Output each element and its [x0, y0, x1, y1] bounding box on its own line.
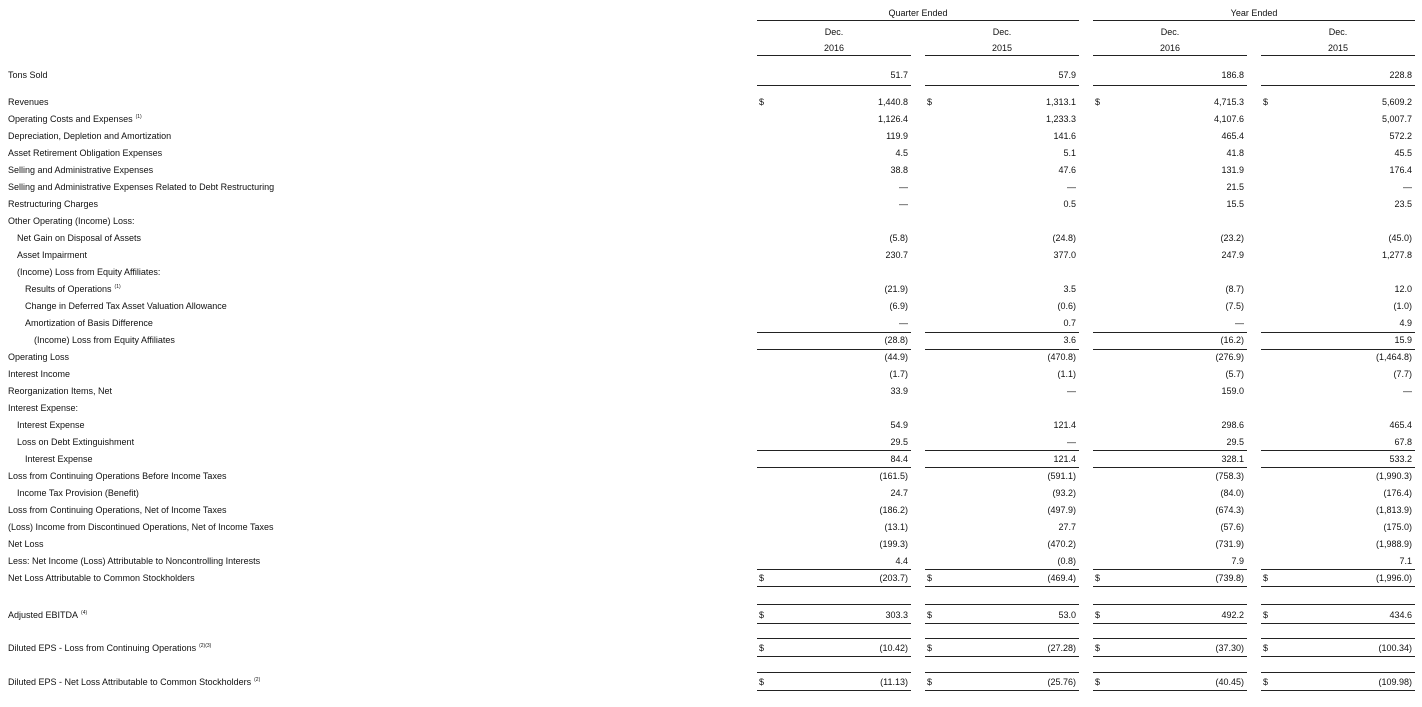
rule-line: [757, 467, 911, 468]
table-cell: (28.8): [884, 335, 908, 345]
currency-symbol: $: [1095, 573, 1101, 583]
table-cell: 121.4: [1053, 420, 1076, 430]
table-cell: (109.98): [1378, 677, 1412, 687]
rule-line: [1093, 569, 1247, 570]
rule-line: [925, 656, 1079, 657]
rule-line: [757, 604, 911, 605]
group-header-quarter-ended: Quarter Ended: [888, 8, 948, 18]
table-cell: (0.8): [1057, 556, 1076, 566]
table-cell: —: [899, 182, 908, 192]
row-label-text: Loss on Debt Extinguishment: [17, 437, 135, 447]
rule-line: [1093, 623, 1247, 624]
rule-line: [1093, 638, 1247, 639]
table-cell: 465.4: [1221, 131, 1244, 141]
table-cell: 1,233.3: [1045, 114, 1076, 124]
rule-line: [757, 85, 911, 86]
footnote-marker: (1): [114, 284, 121, 290]
table-cell: 21.5: [1226, 182, 1244, 192]
table-cell: (674.3): [1215, 505, 1244, 515]
rule-line: [1261, 332, 1415, 333]
table-cell: 186.8: [1221, 70, 1244, 80]
table-cell: 47.6: [1058, 165, 1076, 175]
table-cell: 15.5: [1226, 199, 1244, 209]
group-header-year-ended: Year Ended: [1230, 8, 1278, 18]
row-label: [25, 318, 153, 328]
currency-symbol: $: [1263, 97, 1269, 107]
table-cell: (161.5): [879, 471, 908, 481]
row-label: [8, 471, 226, 481]
table-cell: 1,440.8: [877, 97, 908, 107]
table-cell: (8.7): [1225, 284, 1244, 294]
rule-line: [757, 55, 911, 56]
row-label: [8, 131, 171, 141]
table-cell: 230.7: [885, 250, 908, 260]
table-cell: 121.4: [1053, 454, 1076, 464]
rule-line: [1261, 349, 1415, 350]
table-cell: 27.7: [1058, 522, 1076, 532]
row-label-text: Interest Expense: [25, 454, 93, 464]
table-cell: —: [1403, 182, 1412, 192]
group-underline: [1093, 20, 1415, 21]
table-cell: 41.8: [1226, 148, 1244, 158]
rule-line: [1093, 586, 1247, 587]
table-cell: 51.7: [890, 70, 908, 80]
table-cell: (739.8): [1215, 573, 1244, 583]
table-cell: 434.6: [1389, 610, 1412, 620]
table-cell: 1,277.8: [1381, 250, 1412, 260]
table-cell: 131.9: [1221, 165, 1244, 175]
currency-symbol: $: [1095, 677, 1101, 687]
table-cell: (1,813.9): [1375, 505, 1412, 515]
table-cell: (100.34): [1378, 643, 1412, 653]
table-cell: 0.5: [1063, 199, 1076, 209]
row-label-text: Change in Deferred Tax Asset Valuation Allowance: [25, 301, 227, 311]
table-cell: 377.0: [1053, 250, 1076, 260]
table-cell: (16.2): [1220, 335, 1244, 345]
currency-symbol: $: [759, 573, 765, 583]
table-cell: (176.4): [1383, 488, 1412, 498]
row-label: [17, 420, 85, 430]
rule-line: [1261, 569, 1415, 570]
table-cell: 572.2: [1389, 131, 1412, 141]
currency-symbol: $: [1263, 573, 1269, 583]
row-label: [8, 610, 87, 620]
table-cell: (1.0): [1393, 301, 1412, 311]
footnote-marker: (4): [81, 610, 88, 616]
table-cell: (45.0): [1388, 233, 1412, 243]
table-cell: 7.9: [1231, 556, 1244, 566]
table-cell: —: [899, 318, 908, 328]
table-cell: (1,990.3): [1375, 471, 1412, 481]
column-header-year: 2016: [823, 43, 845, 53]
table-cell: (37.30): [1215, 643, 1244, 653]
row-label-text: Interest Income: [8, 369, 71, 379]
row-label-text: Diluted EPS - Net Loss Attributable to Common Stockholders: [8, 677, 252, 687]
table-cell: (203.7): [879, 573, 908, 583]
row-label-text: (Loss) Income from Discontinued Operations, Net of Income Taxes: [8, 522, 274, 532]
table-cell: 159.0: [1221, 386, 1244, 396]
row-label-text: Reorganization Items, Net: [8, 386, 113, 396]
row-label: [8, 97, 49, 107]
row-label: [17, 233, 141, 243]
table-cell: 45.5: [1394, 148, 1412, 158]
currency-symbol: $: [927, 573, 933, 583]
footnote-marker: (2): [254, 677, 261, 683]
row-label: [25, 454, 93, 464]
column-header-month: Dec.: [1328, 27, 1348, 37]
rule-line: [1093, 656, 1247, 657]
table-cell: 24.7: [890, 488, 908, 498]
rule-line: [925, 332, 1079, 333]
row-label: [17, 437, 134, 447]
table-cell: (470.2): [1047, 539, 1076, 549]
rule-line: [1093, 672, 1247, 673]
row-label: [17, 267, 160, 277]
row-label-text: Net Loss: [8, 539, 44, 549]
rule-line: [925, 467, 1079, 468]
table-cell: (6.9): [889, 301, 908, 311]
rule-line: [757, 586, 911, 587]
table-cell: 29.5: [890, 437, 908, 447]
table-cell: (591.1): [1047, 471, 1076, 481]
table-cell: 533.2: [1389, 454, 1412, 464]
table-cell: (186.2): [879, 505, 908, 515]
rule-line: [1093, 55, 1247, 56]
table-cell: (1,988.9): [1375, 539, 1412, 549]
table-cell: —: [1067, 182, 1076, 192]
rule-line: [925, 55, 1079, 56]
row-label: [8, 677, 260, 687]
rule-line: [1261, 586, 1415, 587]
currency-symbol: $: [927, 97, 933, 107]
row-label: [8, 148, 162, 158]
table-cell: 54.9: [890, 420, 908, 430]
currency-symbol: $: [759, 610, 765, 620]
table-cell: (93.2): [1052, 488, 1076, 498]
table-cell: (40.45): [1215, 677, 1244, 687]
table-cell: 5,609.2: [1381, 97, 1412, 107]
rule-line: [757, 638, 911, 639]
rule-line: [757, 672, 911, 673]
table-cell: 4.5: [895, 148, 908, 158]
currency-symbol: $: [1263, 610, 1269, 620]
table-cell: (470.8): [1047, 352, 1076, 362]
rule-line: [925, 569, 1079, 570]
table-cell: (24.8): [1052, 233, 1076, 243]
row-label-text: Selling and Administrative Expenses: [8, 165, 154, 175]
rule-line: [1261, 55, 1415, 56]
row-label: [8, 352, 69, 362]
table-cell: (0.6): [1057, 301, 1076, 311]
row-label: [17, 250, 87, 260]
rule-line: [1261, 690, 1415, 691]
rule-line: [1261, 85, 1415, 86]
row-label-text: Tons Sold: [8, 70, 48, 80]
table-cell: 1,313.1: [1045, 97, 1076, 107]
rule-line: [1093, 332, 1247, 333]
table-cell: 303.3: [885, 610, 908, 620]
table-cell: (5.7): [1225, 369, 1244, 379]
column-header-year: 2015: [991, 43, 1013, 53]
rule-line: [1093, 85, 1247, 86]
table-cell: (27.28): [1047, 643, 1076, 653]
row-label: [8, 114, 142, 124]
table-cell: 141.6: [1053, 131, 1076, 141]
table-cell: (7.5): [1225, 301, 1244, 311]
row-label-text: Interest Expense:: [8, 403, 79, 413]
table-cell: 4,715.3: [1213, 97, 1244, 107]
column-header-year: 2015: [1327, 43, 1349, 53]
row-label-text: (Income) Loss from Equity Affiliates:: [17, 267, 161, 277]
table-cell: 29.5: [1226, 437, 1244, 447]
table-cell: (44.9): [884, 352, 908, 362]
table-cell: (1,464.8): [1375, 352, 1412, 362]
table-cell: —: [1235, 318, 1244, 328]
table-cell: 247.9: [1221, 250, 1244, 260]
table-cell: 176.4: [1389, 165, 1412, 175]
table-cell: (497.9): [1047, 505, 1076, 515]
row-label-text: Results of Operations: [25, 284, 112, 294]
currency-symbol: $: [759, 677, 765, 687]
currency-symbol: $: [1095, 97, 1101, 107]
row-label-text: Selling and Administrative Expenses Related to Debt Restructuring: [8, 182, 275, 192]
rule-line: [1261, 672, 1415, 673]
rule-line: [757, 569, 911, 570]
table-cell: 23.5: [1394, 199, 1412, 209]
table-cell: 15.9: [1394, 335, 1412, 345]
row-label: [8, 539, 44, 549]
table-cell: (7.7): [1393, 369, 1412, 379]
currency-symbol: $: [1095, 610, 1101, 620]
currency-symbol: $: [927, 643, 933, 653]
row-label: [8, 556, 260, 566]
table-cell: 4.4: [895, 556, 908, 566]
row-label: [8, 70, 48, 80]
row-label-text: Adjusted EBITDA: [8, 610, 79, 620]
table-cell: 4,107.6: [1213, 114, 1244, 124]
rule-line: [1093, 604, 1247, 605]
row-label: [34, 335, 175, 345]
row-label: [25, 284, 121, 294]
rule-line: [757, 656, 911, 657]
table-cell: —: [1067, 437, 1076, 447]
currency-symbol: $: [1095, 643, 1101, 653]
row-label-text: Depreciation, Depletion and Amortization: [8, 131, 172, 141]
column-header-month: Dec.: [1160, 27, 1180, 37]
row-label: [8, 182, 274, 192]
table-cell: 5.1: [1063, 148, 1076, 158]
table-cell: 67.8: [1394, 437, 1412, 447]
row-label-text: Net Loss Attributable to Common Stockholders: [8, 573, 195, 583]
table-cell: 0.7: [1063, 318, 1076, 328]
rule-line: [1261, 656, 1415, 657]
table-cell: (21.9): [884, 284, 908, 294]
row-label: [8, 216, 135, 226]
rule-line: [925, 349, 1079, 350]
row-label: [8, 165, 153, 175]
table-cell: (731.9): [1215, 539, 1244, 549]
footnote-marker: (2)(3): [199, 643, 212, 649]
column-header-month: Dec.: [824, 27, 844, 37]
row-label-text: Loss from Continuing Operations Before Income Taxes: [8, 471, 227, 481]
row-label-text: Loss from Continuing Operations, Net of Income Taxes: [8, 505, 227, 515]
rule-line: [1093, 450, 1247, 451]
rule-line: [1261, 638, 1415, 639]
table-cell: 57.9: [1058, 70, 1076, 80]
rule-line: [757, 332, 911, 333]
table-cell: 53.0: [1058, 610, 1076, 620]
row-label-text: Operating Costs and Expenses: [8, 114, 133, 124]
table-cell: (25.76): [1047, 677, 1076, 687]
rule-line: [925, 604, 1079, 605]
row-label-text: (Income) Loss from Equity Affiliates: [34, 335, 175, 345]
currency-symbol: $: [927, 610, 933, 620]
table-cell: 33.9: [890, 386, 908, 396]
table-cell: 84.4: [890, 454, 908, 464]
table-cell: (1.7): [889, 369, 908, 379]
table-cell: (10.42): [879, 643, 908, 653]
row-label-text: Operating Loss: [8, 352, 70, 362]
currency-symbol: $: [759, 97, 765, 107]
currency-symbol: $: [759, 643, 765, 653]
currency-symbol: $: [1263, 677, 1269, 687]
table-cell: 465.4: [1389, 420, 1412, 430]
table-cell: 38.8: [890, 165, 908, 175]
group-underline: [757, 20, 1079, 21]
row-label-text: Revenues: [8, 97, 49, 107]
table-cell: (84.0): [1220, 488, 1244, 498]
table-cell: —: [1067, 386, 1076, 396]
table-cell: (13.1): [884, 522, 908, 532]
rule-line: [1093, 349, 1247, 350]
footnote-marker: (1): [135, 114, 142, 120]
row-label-text: Income Tax Provision (Benefit): [17, 488, 139, 498]
rule-line: [1261, 604, 1415, 605]
rule-line: [925, 450, 1079, 451]
table-cell: (23.2): [1220, 233, 1244, 243]
table-cell: (11.13): [880, 677, 908, 687]
row-label: [8, 573, 195, 583]
row-label-text: Asset Impairment: [17, 250, 88, 260]
row-label: [8, 199, 98, 209]
row-label: [8, 403, 78, 413]
rule-line: [925, 586, 1079, 587]
row-label: [8, 369, 70, 379]
rule-line: [1093, 690, 1247, 691]
table-cell: (1.1): [1057, 369, 1076, 379]
row-label-text: Interest Expense: [17, 420, 85, 430]
row-label: [8, 643, 211, 653]
column-header-month: Dec.: [992, 27, 1012, 37]
table-cell: 7.1: [1399, 556, 1412, 566]
rule-line: [757, 450, 911, 451]
rule-line: [925, 672, 1079, 673]
table-cell: (5.8): [889, 233, 908, 243]
rule-line: [757, 690, 911, 691]
table-cell: 5,007.7: [1381, 114, 1412, 124]
table-cell: 328.1: [1221, 454, 1244, 464]
table-cell: 119.9: [886, 131, 908, 141]
table-cell: —: [1403, 386, 1412, 396]
rule-line: [925, 623, 1079, 624]
table-cell: (469.4): [1047, 573, 1076, 583]
row-label-text: Net Gain on Disposal of Assets: [17, 233, 142, 243]
row-label-text: Restructuring Charges: [8, 199, 99, 209]
table-cell: 1,126.4: [877, 114, 908, 124]
table-cell: (199.3): [879, 539, 908, 549]
row-label-text: Asset Retirement Obligation Expenses: [8, 148, 163, 158]
table-cell: 4.9: [1399, 318, 1412, 328]
rule-line: [1261, 450, 1415, 451]
rule-line: [757, 623, 911, 624]
row-label-text: Amortization of Basis Difference: [25, 318, 153, 328]
rule-line: [1093, 467, 1247, 468]
currency-symbol: $: [927, 677, 933, 687]
table-cell: —: [899, 199, 908, 209]
table-cell: 12.0: [1394, 284, 1412, 294]
row-label-text: Other Operating (Income) Loss:: [8, 216, 135, 226]
column-header-year: 2016: [1159, 43, 1181, 53]
rule-line: [925, 638, 1079, 639]
table-cell: (758.3): [1215, 471, 1244, 481]
table-cell: (1,996.0): [1375, 573, 1412, 583]
rule-line: [925, 690, 1079, 691]
table-cell: (57.6): [1220, 522, 1244, 532]
rule-line: [1261, 623, 1415, 624]
currency-symbol: $: [1263, 643, 1269, 653]
row-label: [8, 522, 273, 532]
table-cell: 3.6: [1063, 335, 1076, 345]
table-cell: 492.2: [1221, 610, 1244, 620]
row-label: [17, 488, 139, 498]
table-cell: 298.6: [1221, 420, 1244, 430]
row-label-text: Less: Net Income (Loss) Attributable to Noncontrolling Interests: [8, 556, 261, 566]
row-label: [8, 505, 226, 515]
table-cell: (175.0): [1383, 522, 1412, 532]
row-label: [8, 386, 112, 396]
row-label: [25, 301, 227, 311]
table-cell: (276.9): [1215, 352, 1244, 362]
rule-line: [925, 85, 1079, 86]
rule-line: [1261, 467, 1415, 468]
row-label-text: Diluted EPS - Loss from Continuing Operations: [8, 643, 197, 653]
table-cell: 228.8: [1389, 70, 1412, 80]
rule-line: [757, 349, 911, 350]
table-cell: 3.5: [1063, 284, 1076, 294]
